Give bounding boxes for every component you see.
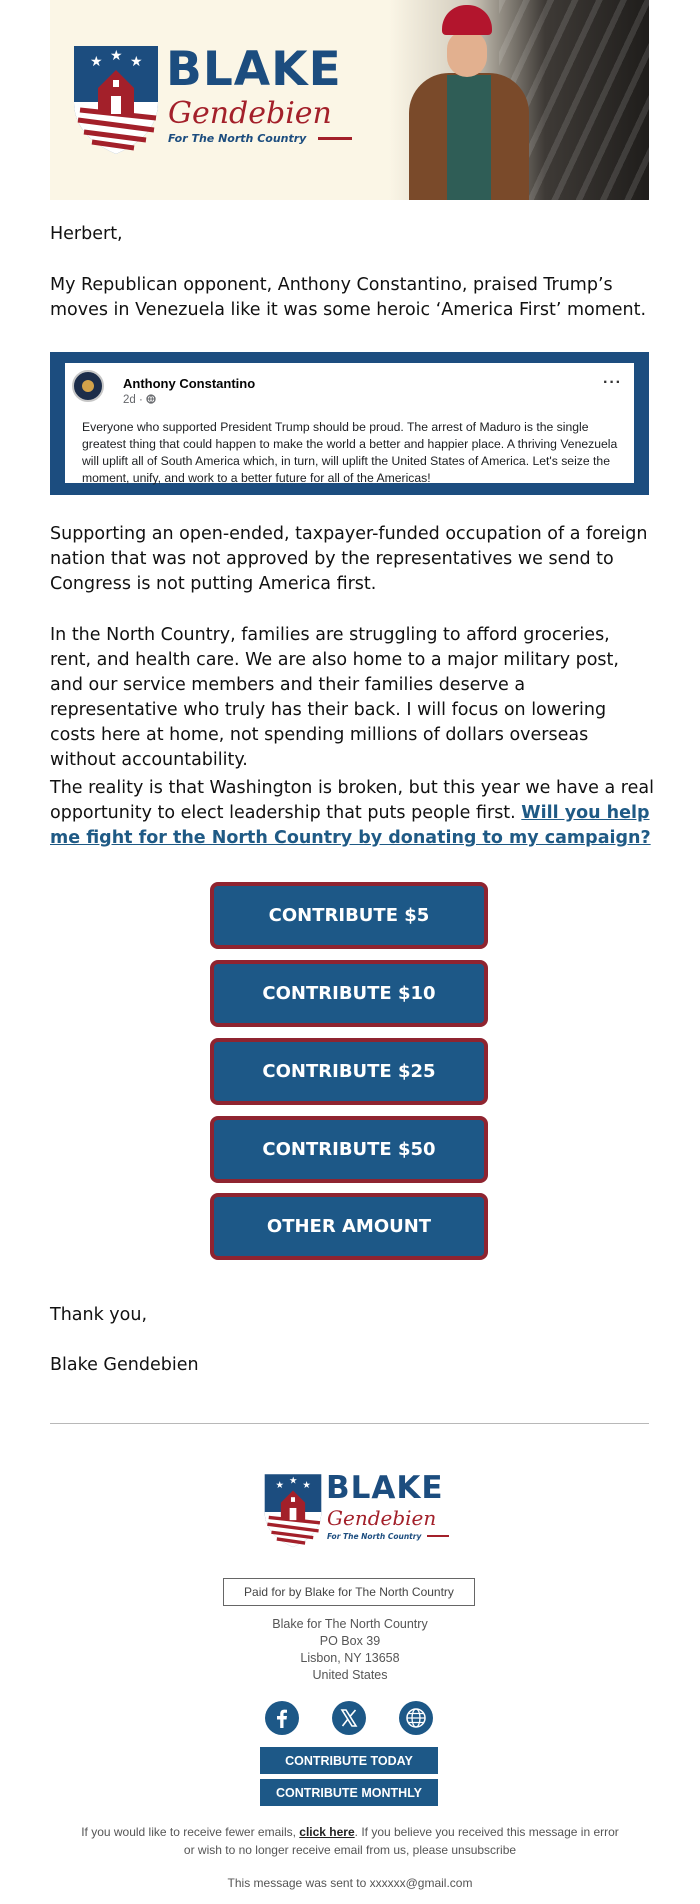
signature: Blake Gendebien	[50, 1355, 199, 1375]
barn-shield-icon	[262, 1470, 324, 1550]
contribute-10-button[interactable]: CONTRIBUTE $10	[210, 960, 488, 1027]
facebook-icon	[265, 1701, 299, 1735]
paragraph-2: Supporting an open-ended, taxpayer-funded occupation of a foreign nation that was not approved by the representatives we send to Congress is not putting America first.	[50, 524, 648, 594]
globe-icon	[146, 394, 156, 404]
candidate-photo	[409, 5, 529, 200]
logo-surname: Gendebien	[327, 1506, 437, 1530]
sent-to-notice: This message was sent to xxxxxx@gmail.com	[227, 1876, 473, 1890]
logo-name: BLAKE	[166, 42, 342, 97]
address-line: Lisbon, NY 13658	[300, 1651, 400, 1665]
svg-text:★: ★	[130, 54, 143, 70]
closing: Thank you,	[50, 1305, 148, 1325]
x-icon[interactable]	[332, 1701, 366, 1735]
contribute-monthly-button[interactable]: CONTRIBUTE MONTHLY	[260, 1779, 438, 1806]
other-amount-button[interactable]: OTHER AMOUNT	[210, 1193, 488, 1260]
logo-name: BLAKE	[326, 1470, 444, 1506]
greeting: Herbert,	[50, 224, 123, 244]
svg-text:★: ★	[275, 1479, 284, 1491]
globe-icon	[399, 1701, 433, 1735]
avatar	[72, 370, 104, 402]
contribute-25-button[interactable]: CONTRIBUTE $25	[210, 1038, 488, 1105]
logo-tagline: For The North Country	[327, 1532, 422, 1541]
barn-shield-icon	[70, 40, 162, 158]
facebook-icon[interactable]	[265, 1701, 299, 1735]
contribute-50-button[interactable]: CONTRIBUTE $50	[210, 1116, 488, 1183]
contribute-5-button[interactable]: CONTRIBUTE $5	[210, 882, 488, 949]
campaign-logo	[70, 40, 340, 165]
paragraph-4	[50, 776, 655, 851]
facebook-post-card	[65, 363, 634, 483]
more-options-icon: ···	[603, 374, 622, 391]
unsubscribe-text: If you would like to receive fewer emails,	[81, 1825, 300, 1839]
unsubscribe-notice	[80, 1823, 620, 1859]
logo-rule	[318, 137, 352, 140]
fewer-emails-link[interactable]: click here	[299, 1825, 355, 1839]
logo-tagline: For The North Country	[168, 132, 307, 145]
donate-link[interactable]: Will you help me fight for the North Country by donating to my campaign?	[50, 803, 651, 848]
header-banner	[50, 0, 649, 200]
logo-rule	[427, 1535, 449, 1537]
paid-for-disclaimer: Paid for by Blake for The North Country	[223, 1578, 475, 1606]
unsubscribe-text: . If you believe you received this message in error or wish to no longer receive email from us, please unsubscribe	[183, 1825, 619, 1857]
post-body: Everyone who supported President Trump should be proud. The arrest of Maduro is the single greatest thing that could happen to make the world a better and happier place. A thriving Venezuela will uplift all of South America which, in turn, will uplift the United States of America. Let's seize the moment, unify, and work to a better future for all of the Americas!	[82, 420, 618, 485]
svg-text:★: ★	[302, 1479, 311, 1491]
footer-logo	[262, 1470, 447, 1556]
address-line: PO Box 39	[319, 1634, 381, 1648]
post-time: 2d ·	[123, 394, 147, 406]
x-icon	[332, 1701, 366, 1735]
divider	[50, 1423, 649, 1424]
globe-icon[interactable]	[399, 1701, 433, 1735]
post-author: Anthony Constantino	[123, 376, 256, 391]
address-line: United States	[312, 1668, 388, 1682]
paragraph-4-text: The reality is that Washington is broken, but this year we have a real opportunity to elect leadership that puts people first.	[50, 778, 654, 823]
paragraph-3: In the North Country, families are struggling to afford groceries, rent, and health care. We are also home to a major military post, and our service members and their families deserve a representative who truly has their back. I will focus on lowering costs here at home, not spending millions of dollars overseas without accountability.	[50, 625, 619, 770]
contribute-today-button[interactable]: CONTRIBUTE TODAY	[260, 1747, 438, 1774]
address-line: Blake for The North Country	[272, 1617, 428, 1631]
quoted-post	[50, 352, 649, 495]
svg-text:★: ★	[288, 1475, 298, 1487]
paragraph-1: My Republican opponent, Anthony Constantino, praised Trump’s moves in Venezuela like it was some heroic ‘America First’ moment.	[50, 275, 647, 320]
logo-surname: Gendebien	[168, 96, 332, 131]
post-meta	[123, 394, 156, 406]
svg-text:★: ★	[110, 48, 123, 64]
svg-text:★: ★	[90, 54, 103, 70]
